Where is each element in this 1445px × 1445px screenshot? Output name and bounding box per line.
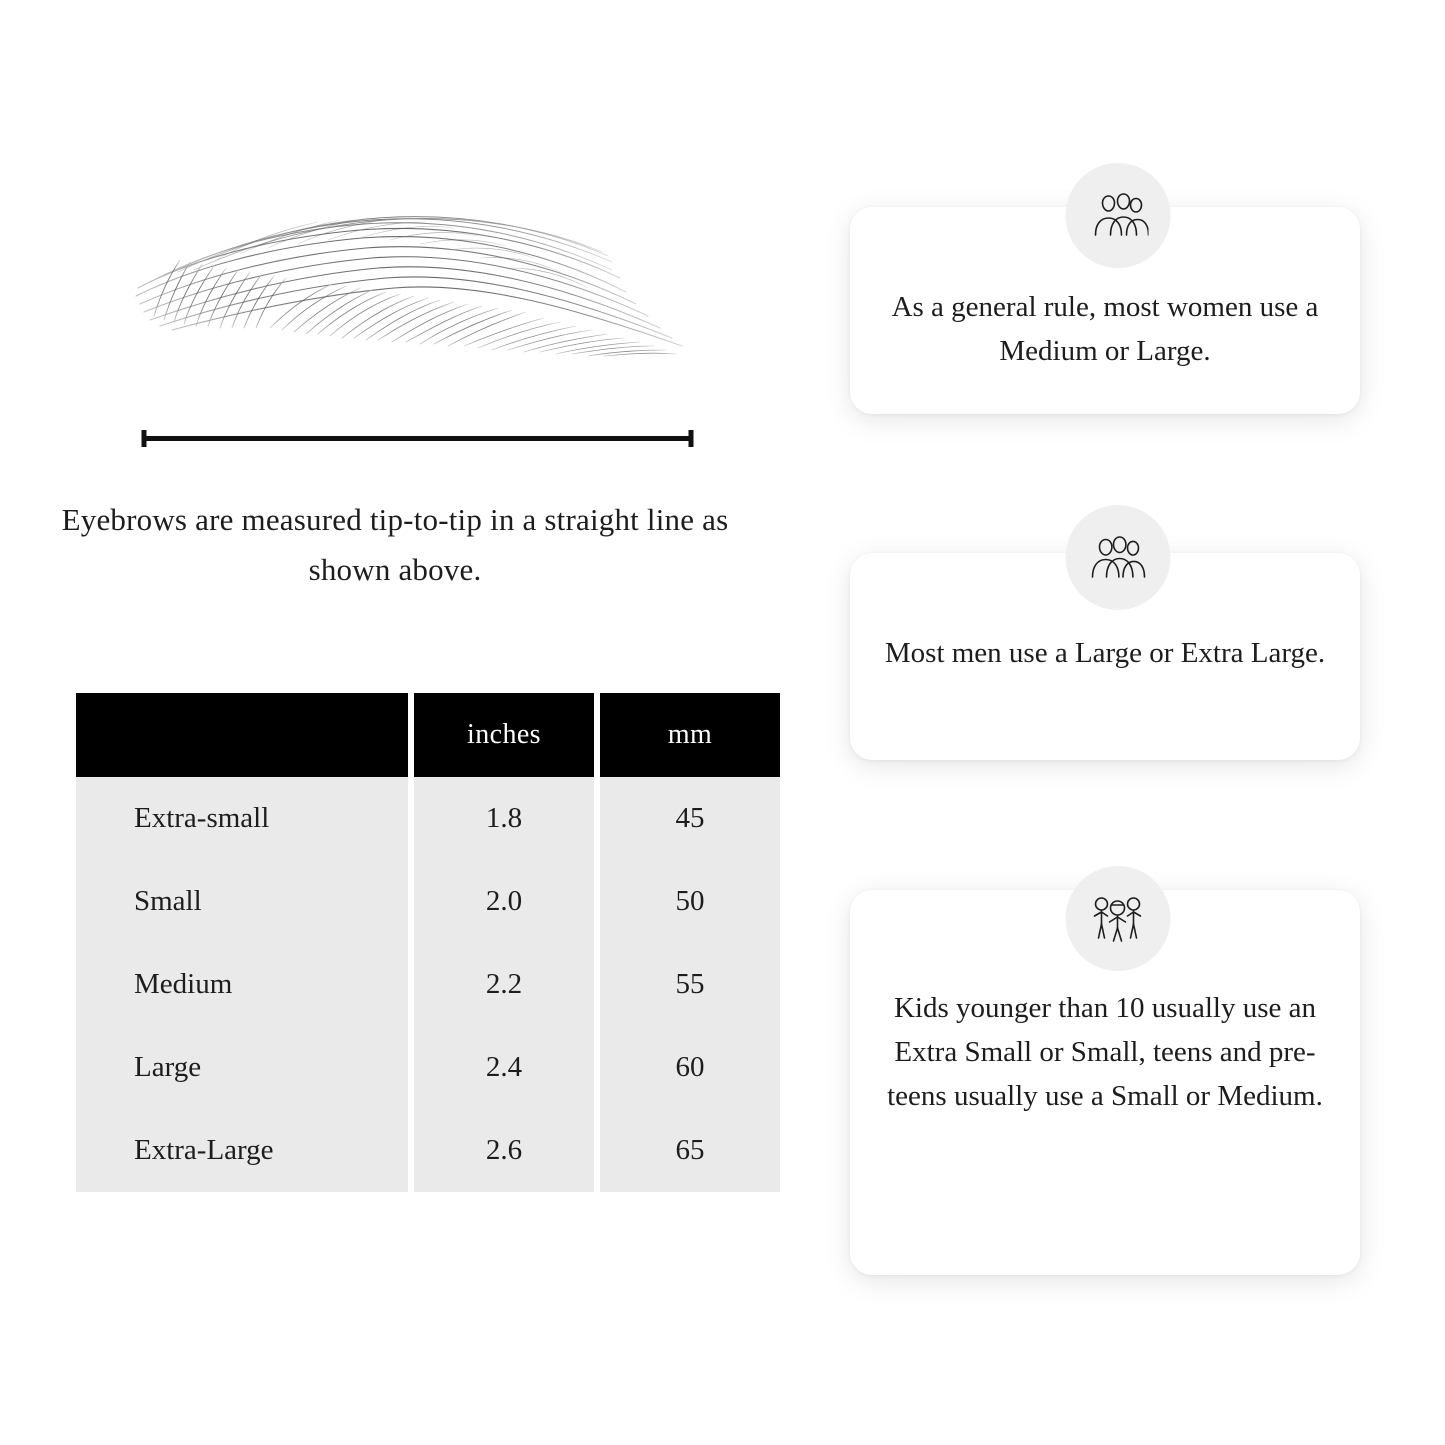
cell-mm: 50 — [600, 860, 780, 943]
cell-mm: 65 — [600, 1109, 780, 1192]
table-header-row — [76, 693, 780, 777]
header-size — [76, 693, 408, 777]
note-text: As a general rule, most women use a Medium or Large. — [891, 291, 1319, 368]
table-row — [76, 1026, 780, 1109]
cell-mm: 45 — [600, 777, 780, 860]
right-column — [790, 0, 1445, 1445]
tip-to-tip-measurement-bar — [140, 428, 695, 448]
cell-size-name: Large — [76, 1026, 408, 1109]
cell-size-name: Extra-small — [76, 777, 408, 860]
women-group-icon — [1065, 163, 1170, 268]
size-table — [70, 693, 786, 1192]
table-row — [76, 943, 780, 1026]
cell-inches: 2.6 — [414, 1109, 594, 1192]
eyebrow-figure — [70, 200, 720, 460]
size-table-head — [76, 693, 780, 777]
cell-mm: 55 — [600, 943, 780, 1026]
size-table-body — [76, 777, 780, 1192]
kids-group-icon — [1065, 866, 1170, 971]
note-text: Kids younger than 10 usually use an Extra Small or Small, teens and pre-teens usually use a Small or Medium. — [887, 992, 1323, 1113]
cell-mm: 60 — [600, 1026, 780, 1109]
cell-size-name: Medium — [76, 943, 408, 1026]
header-inches: inches — [414, 693, 594, 777]
figure-caption: Eyebrows are measured tip-to-tip in a straight line as shown above. — [61, 502, 729, 588]
men-group-icon — [1065, 505, 1170, 610]
cell-inches: 2.4 — [414, 1026, 594, 1109]
cell-size-name: Extra-Large — [76, 1109, 408, 1192]
cell-inches: 1.8 — [414, 777, 594, 860]
cell-inches: 2.2 — [414, 943, 594, 1026]
table-row — [76, 1109, 780, 1192]
table-row — [76, 777, 780, 860]
header-mm: mm — [600, 693, 780, 777]
eyebrow-illustration — [120, 200, 710, 375]
cell-inches: 2.0 — [414, 860, 594, 943]
cell-size-name: Small — [76, 860, 408, 943]
table-row — [76, 860, 780, 943]
note-text: Most men use a Large or Extra Large. — [884, 637, 1326, 669]
